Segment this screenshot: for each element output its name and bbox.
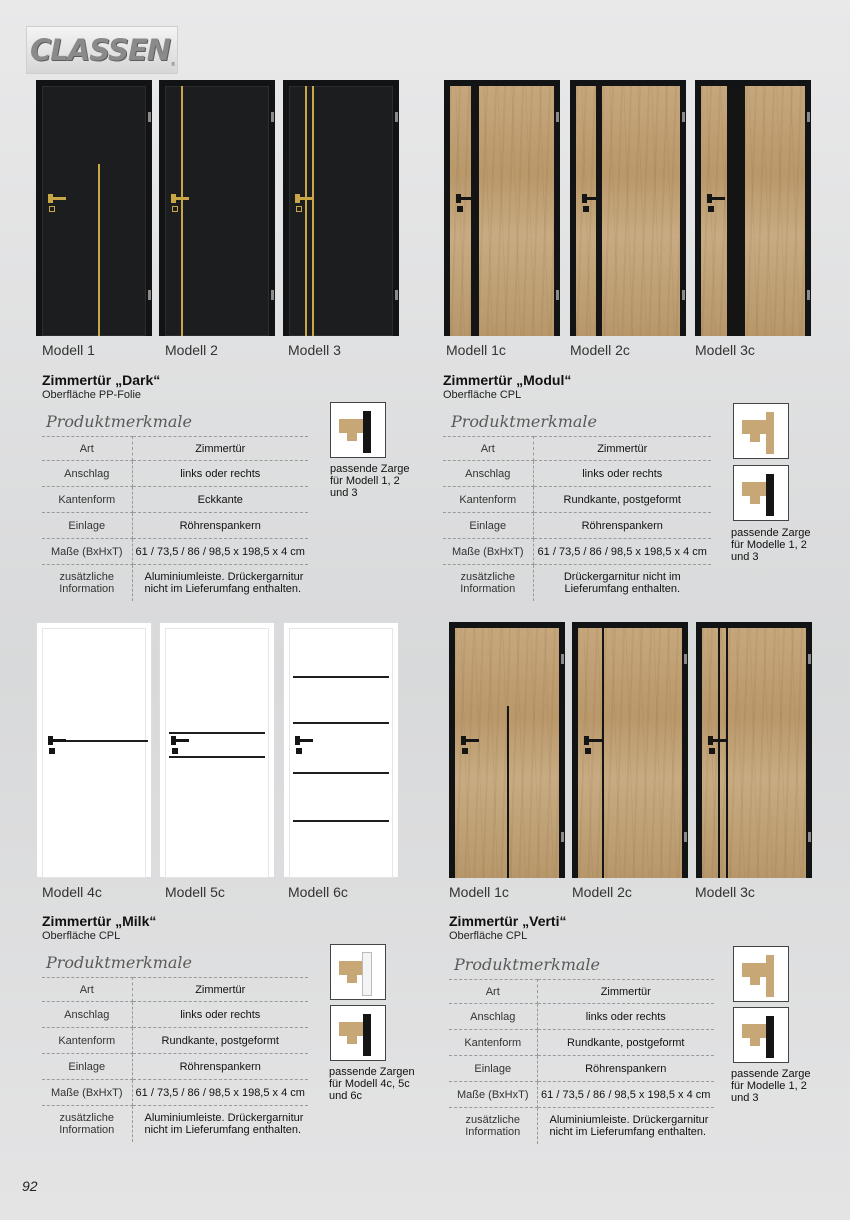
spec-key: Einlage: [449, 1056, 537, 1082]
table-row: [42, 437, 308, 461]
table-row: [449, 1030, 714, 1056]
product-title: Zimmertür „Verti“: [449, 913, 567, 929]
spec-table-dark: [42, 436, 308, 601]
table-row: [443, 437, 711, 461]
table-row: [42, 1028, 308, 1054]
spec-value: Zimmertür: [132, 437, 308, 461]
door-image-modell-1c: [444, 80, 560, 336]
spec-key: zusätzliche Information: [42, 1106, 132, 1142]
model-label: Modell 1: [42, 342, 95, 358]
door-frame-black-icon: [330, 1005, 386, 1061]
spec-table-modul: [443, 436, 711, 601]
spec-value: Rundkante, postgeformt: [533, 487, 711, 513]
spec-value: Aluminiumleiste. Drückergarnitur nicht im Lieferumfang enthalten.: [144, 1111, 304, 1136]
model-label: Modell 6c: [288, 884, 348, 900]
table-row: [443, 461, 711, 487]
registered-mark: ®: [171, 62, 175, 68]
table-row: [42, 513, 308, 539]
spec-key: zusätzliche Information: [42, 565, 132, 601]
zarge-caption: passende Zarge für Modelle 1, 2 und 3: [731, 1068, 811, 1104]
model-label: Modell 2c: [570, 342, 630, 358]
spec-value: 61 / 73,5 / 86 / 98,5 x 198,5 x 4 cm: [537, 1082, 714, 1108]
spec-table-milk: [42, 977, 308, 1142]
spec-value: Röhrenspankern: [132, 1054, 308, 1080]
door-image-modell-2c: [570, 80, 686, 336]
table-row: [449, 1004, 714, 1030]
spec-value: 61 / 73,5 / 86 / 98,5 x 198,5 x 4 cm: [132, 539, 308, 565]
table-row: [42, 978, 308, 1002]
door-image-modell-2: [159, 80, 275, 336]
table-row: [449, 1082, 714, 1108]
table-row: [443, 487, 711, 513]
model-label: Modell 1c: [446, 342, 506, 358]
table-row: [42, 539, 308, 565]
product-surface: Oberfläche CPL: [443, 389, 522, 401]
door-handle-icon: [456, 194, 478, 216]
spec-key: Anschlag: [443, 461, 533, 487]
produktmerkmale-heading: Produktmerkmale: [454, 955, 600, 974]
spec-key: Art: [42, 437, 132, 461]
spec-key: Art: [42, 978, 132, 1002]
spec-key: Kantenform: [42, 487, 132, 513]
spec-value: Rundkante, postgeformt: [132, 1028, 308, 1054]
product-surface: Oberfläche PP-Folie: [42, 389, 142, 401]
spec-value: Zimmertür: [537, 980, 714, 1004]
door-handle-icon: [461, 736, 483, 758]
spec-value: links oder rechts: [132, 461, 308, 487]
door-image-modell-3c: [695, 80, 811, 336]
page-number: 92: [22, 1178, 38, 1194]
spec-key: Kantenform: [449, 1030, 537, 1056]
door-frame-black-icon: [733, 465, 789, 521]
produktmerkmale-heading: Produktmerkmale: [46, 953, 192, 972]
spec-key: Anschlag: [42, 1002, 132, 1028]
spec-value: Zimmertür: [132, 978, 308, 1002]
produktmerkmale-heading: Produktmerkmale: [451, 412, 597, 431]
door-handle-icon: [584, 736, 606, 758]
table-row: [443, 539, 711, 565]
door-frame-black-icon: [733, 1007, 789, 1063]
table-row: [449, 980, 714, 1004]
table-row: [42, 1080, 308, 1106]
spec-key: Einlage: [42, 1054, 132, 1080]
spec-key: Einlage: [42, 513, 132, 539]
door-frame-black-icon: [330, 402, 386, 458]
spec-key: Kantenform: [443, 487, 533, 513]
brand-logo: [26, 26, 178, 74]
table-row: [42, 487, 308, 513]
spec-value: links oder rechts: [132, 1002, 308, 1028]
spec-value: Drückergarnitur nicht im Lieferumfang enthalten.: [563, 570, 681, 595]
door-handle-icon: [708, 736, 730, 758]
table-row: [443, 513, 711, 539]
model-label: Modell 2c: [572, 884, 632, 900]
model-label: Modell 1c: [449, 884, 509, 900]
spec-value: Röhrenspankern: [533, 513, 711, 539]
spec-value: Eckkante: [132, 487, 308, 513]
door-handle-icon: [48, 194, 70, 216]
spec-value: 61 / 73,5 / 86 / 98,5 x 198,5 x 4 cm: [132, 1080, 308, 1106]
spec-key: zusätzliche Information: [443, 565, 533, 601]
model-label: Modell 3c: [695, 884, 755, 900]
spec-value: links oder rechts: [533, 461, 711, 487]
product-surface: Oberfläche CPL: [449, 930, 528, 942]
table-row: [449, 1108, 714, 1144]
product-surface: Oberfläche CPL: [42, 930, 121, 942]
spec-value: Aluminiumleiste. Drückergarnitur nicht im Lieferumfang enthalten.: [144, 570, 304, 595]
spec-key: Anschlag: [42, 461, 132, 487]
zarge-caption: passende Zarge für Modell 1, 2 und 3: [330, 463, 410, 499]
product-title: Zimmertür „Modul“: [443, 372, 572, 388]
spec-value: 61 / 73,5 / 86 / 98,5 x 198,5 x 4 cm: [533, 539, 711, 565]
door-handle-icon: [295, 194, 317, 216]
spec-value: Aluminiumleiste. Drückergarnitur nicht im Lieferumfang enthalten.: [549, 1113, 709, 1138]
door-handle-icon: [171, 736, 193, 758]
model-label: Modell 4c: [42, 884, 102, 900]
spec-key: Kantenform: [42, 1028, 132, 1054]
door-handle-icon: [171, 194, 193, 216]
door-image-modell-1c: [449, 622, 565, 878]
table-row: [443, 565, 711, 601]
table-row: [42, 565, 308, 601]
spec-key: Anschlag: [449, 1004, 537, 1030]
table-row: [42, 461, 308, 487]
table-row: [449, 1056, 714, 1082]
model-label: Modell 3: [288, 342, 341, 358]
spec-value: Röhrenspankern: [537, 1056, 714, 1082]
spec-key: Maße (BxHxT): [42, 539, 132, 565]
door-image-modell-1: [36, 80, 152, 336]
spec-key: Art: [449, 980, 537, 1004]
door-handle-icon: [295, 736, 317, 758]
product-title: Zimmertür „Milk“: [42, 913, 157, 929]
produktmerkmale-heading: Produktmerkmale: [46, 412, 192, 431]
spec-key: Maße (BxHxT): [42, 1080, 132, 1106]
spec-value: links oder rechts: [537, 1004, 714, 1030]
door-handle-icon: [707, 194, 729, 216]
zarge-caption: passende Zargen für Modell 4c, 5c und 6c: [329, 1066, 415, 1102]
door-handle-icon: [48, 736, 70, 758]
spec-table-verti: [449, 979, 714, 1144]
spec-value: Rundkante, postgeformt: [537, 1030, 714, 1056]
spec-value: Zimmertür: [533, 437, 711, 461]
door-frame-oak-icon: [733, 946, 789, 1002]
door-frame-oak-icon: [733, 403, 789, 459]
spec-value: Röhrenspankern: [132, 513, 308, 539]
model-label: Modell 2: [165, 342, 218, 358]
door-frame-white-icon: [330, 944, 386, 1000]
model-label: Modell 3c: [695, 342, 755, 358]
table-row: [42, 1106, 308, 1142]
door-image-modell-4c: [36, 622, 152, 878]
spec-key: zusätzliche Information: [449, 1108, 537, 1144]
door-image-modell-2c: [572, 622, 688, 878]
door-image-modell-6c: [283, 622, 399, 878]
model-label: Modell 5c: [165, 884, 225, 900]
door-image-modell-3c: [696, 622, 812, 878]
door-handle-icon: [582, 194, 604, 216]
spec-key: Maße (BxHxT): [449, 1082, 537, 1108]
spec-key: Einlage: [443, 513, 533, 539]
spec-key: Maße (BxHxT): [443, 539, 533, 565]
door-image-modell-5c: [159, 622, 275, 878]
table-row: [42, 1002, 308, 1028]
product-title: Zimmertür „Dark“: [42, 372, 161, 388]
table-row: [42, 1054, 308, 1080]
door-image-modell-3: [283, 80, 399, 336]
brand-logo-text: CLASSEN: [30, 33, 171, 67]
spec-key: Art: [443, 437, 533, 461]
zarge-caption: passende Zarge für Modelle 1, 2 und 3: [731, 527, 811, 563]
